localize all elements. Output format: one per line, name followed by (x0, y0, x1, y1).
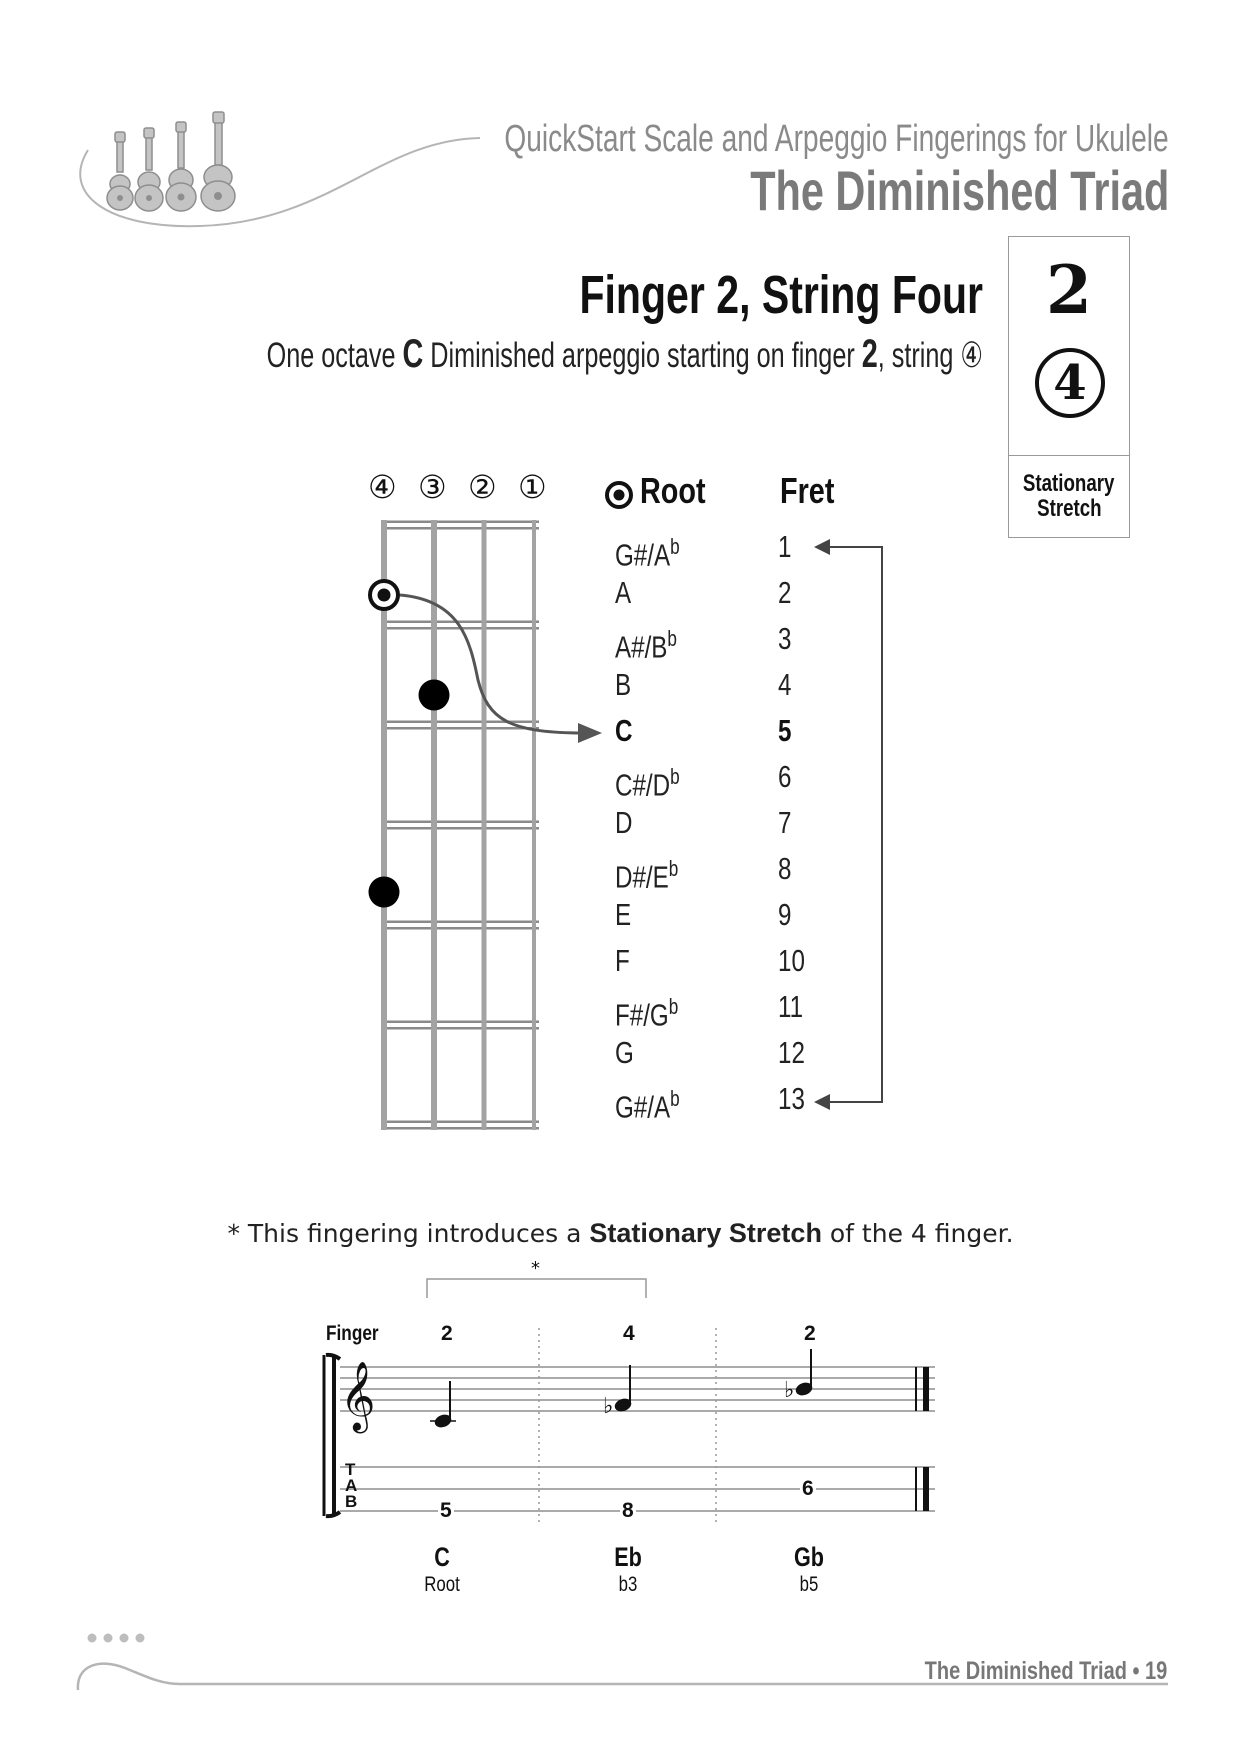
note-name: C (615, 713, 633, 748)
note-name: C (434, 1542, 450, 1572)
note-name: G (615, 1035, 634, 1070)
root-marker (370, 581, 398, 609)
fret-number: 5 (778, 713, 792, 748)
note-label (402, 1542, 482, 1597)
fret-number: 3 (778, 621, 792, 656)
flat-icon: ♭ (603, 1394, 614, 1419)
note-row (615, 616, 835, 665)
note-degree: b3 (618, 1573, 638, 1596)
system-bracket (326, 1355, 340, 1516)
stretch-bracket (427, 1279, 646, 1298)
note-name: Gb (794, 1542, 824, 1572)
root-arrow-head (578, 723, 602, 743)
note-label (588, 1542, 668, 1597)
note-name: F (615, 943, 630, 978)
stretch-bracket-mark: * (531, 1258, 540, 1279)
fret-number: 9 (778, 897, 792, 932)
note-row (615, 846, 835, 895)
note-dot-string4 (369, 877, 400, 908)
note-row (615, 708, 835, 754)
note-name: $F\#/G^b$ (615, 994, 679, 1033)
fret-number: 13 (778, 1081, 805, 1116)
note-row (615, 662, 835, 708)
note-dot-string3 (419, 680, 450, 711)
note-name: $G\#/A^b$ (615, 534, 680, 573)
fret-heading: Fret (780, 470, 835, 511)
badge-finger-number: 2 (1046, 251, 1092, 329)
tab-lines (340, 1467, 935, 1511)
note-row (615, 1030, 835, 1076)
fret-lines (381, 525, 539, 1125)
tab-clef: T A B (345, 1460, 358, 1511)
root-legend-icon (604, 480, 634, 510)
page-footer: The Diminished Triad • 19 (924, 1657, 1167, 1685)
badge-label: Stationary Stretch (1023, 470, 1115, 522)
string-label-3: ③ (418, 468, 447, 506)
fret-number: 4 (778, 667, 792, 702)
fret-number: 1 (778, 529, 792, 564)
note-row (615, 984, 835, 1033)
note-name: $G\#/A^b$ (615, 1086, 680, 1125)
tab-number: 5 (440, 1499, 452, 1522)
finger-number: 2 (804, 1322, 816, 1345)
badge-string-number: 4 (1035, 348, 1105, 418)
string-four-symbol: ④ (960, 336, 983, 375)
finger-number: 4 (623, 1322, 635, 1345)
note-label (769, 1542, 849, 1597)
page-title: Finger 2, String Four (579, 265, 983, 325)
string-label-2: ② (468, 468, 497, 506)
badge-divider (1009, 455, 1129, 456)
finger-number: 2 (441, 1322, 453, 1345)
note-row (615, 524, 835, 573)
note-name: Eb (614, 1542, 642, 1572)
note-row (615, 800, 835, 846)
note-name: B (615, 667, 632, 702)
tab-number: 8 (622, 1499, 634, 1522)
fret-number: 11 (778, 989, 804, 1024)
music-notation (300, 1250, 960, 1590)
fret-number: 10 (778, 943, 805, 978)
note-degree: Root (424, 1573, 460, 1596)
stretch-note: * This fingering introduces a Stationary Stretch of the 4 finger. (227, 1218, 1014, 1248)
string-labels (368, 468, 558, 514)
note-name: $A\#/B^b$ (615, 626, 677, 665)
fret-number: 7 (778, 805, 792, 840)
note-name: A (615, 575, 632, 610)
staff-lines (340, 1367, 935, 1411)
finger-row-label: Finger (326, 1322, 379, 1345)
series-title: QuickStart Scale and Arpeggio Fingerings for Ukulele (504, 118, 1169, 160)
note-row (615, 938, 835, 984)
fingering-badge (1008, 236, 1130, 538)
note-row (615, 754, 835, 803)
note-degree: b5 (799, 1573, 819, 1596)
string-label-4: ④ (368, 468, 397, 506)
fret-number: 6 (778, 759, 792, 794)
note-name: $D\#/E^b$ (615, 856, 679, 895)
root-arrow-line (400, 595, 578, 733)
note-row (615, 892, 835, 938)
note-row (615, 570, 835, 616)
note-name: $C\#/D^b$ (615, 764, 680, 803)
subtitle: One octave C Diminished arpeggio starting on finger 2, string ④ (266, 332, 983, 376)
note-name: D (615, 805, 633, 840)
fret-number: 8 (778, 851, 792, 886)
string-label-1: ① (518, 468, 547, 506)
treble-clef-icon: 𝄞 (340, 1361, 376, 1431)
note-name: E (615, 897, 632, 932)
fret-number: 2 (778, 575, 792, 610)
root-heading: Root (640, 470, 706, 511)
flat-icon: ♭ (784, 1378, 795, 1403)
tab-number: 6 (802, 1477, 814, 1500)
note-row (615, 1076, 835, 1125)
fret-number: 12 (778, 1035, 805, 1070)
chapter-title: The Diminished Triad (749, 159, 1169, 222)
